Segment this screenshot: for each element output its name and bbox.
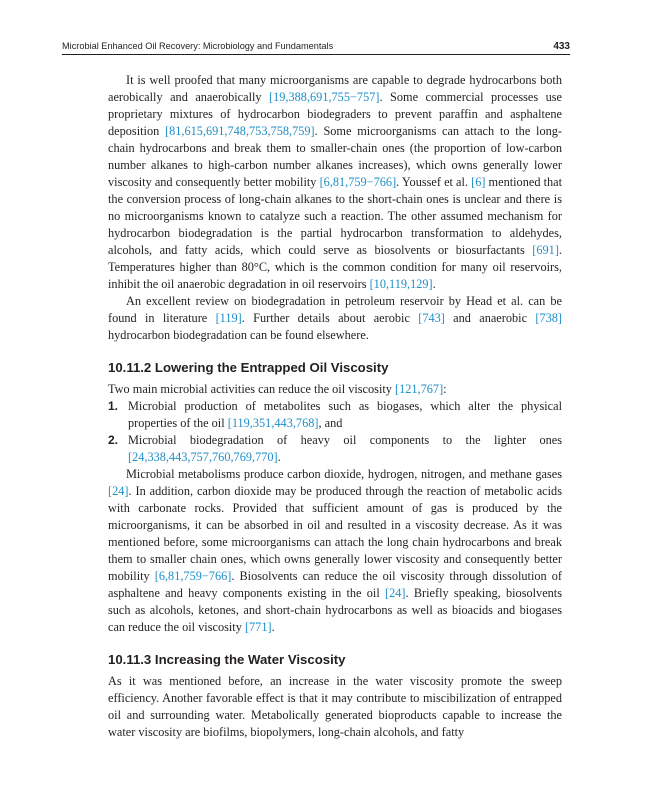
citation-link[interactable]: [738]	[535, 311, 562, 325]
list-item: 1. Microbial production of metabolites such as biogases, which alter the physical properties of the oil [119,351,443,768], and	[108, 399, 562, 430]
list-number: 1.	[108, 399, 119, 413]
citation-link[interactable]: [24]	[385, 586, 406, 600]
list-number: 2.	[108, 433, 119, 447]
paragraph-metabolisms: Microbial metabolisms produce carbon dioxide, hydrogen, nitrogen, and methane gases [24]. In addition, carbon dioxide may be produced through the reaction of metabolic acids with carbonate rocks. Provided that sufficient amount of gas is produced by the microorganisms, it can be absorbed in oil and resulted in a viscosity decrease. As it was mentioned before, some microorganisms can attach the long chain hydrocarbons and break them to smaller chain ones, which owns generally lower viscosity and consequently better mobility [6,81,759−766]. Biosolvents can reduce the oil viscosity through dissolution of asphaltene and heavy components existing in the oil [24]. Briefly speaking, biosolvents such as alcohols, ketones, and short-chain hydrocarbons as well as bioacids and biogases can reduce the oil viscosity [771].	[108, 467, 562, 634]
page-number: 433	[553, 41, 570, 52]
paragraph-water-viscosity: As it was mentioned before, an increase in the water viscosity promote the sweep efficiency. Another favorable effect is that it may contribute to miscibilization of entrapped oil and surrounding water. Metabolically generated bioproducts capable to increase the water viscosity are biofilms, biopolymers, long-chain alcohols, and fatty	[108, 674, 562, 739]
citation-link[interactable]: [743]	[418, 311, 445, 325]
citation-link[interactable]: [24]	[108, 484, 129, 498]
paragraph-review: An excellent review on biodegradation in petroleum reservoir by Head et al. can be found in literature [119]. Further details about aerobic [743] and anaerobic [738] hydrocarbon biodegradation can be found elsewhere.	[108, 294, 562, 342]
citation-link[interactable]: [19,388,691,755−757]	[269, 90, 380, 104]
running-header	[62, 40, 570, 53]
citation-link[interactable]: [691]	[532, 243, 559, 257]
citation-link[interactable]: [771]	[244, 620, 272, 634]
citation-link[interactable]: [6,81,759−766]	[154, 569, 232, 583]
citation-link[interactable]: [6]	[471, 175, 486, 189]
citation-link[interactable]: [119]	[215, 311, 242, 325]
citation-link[interactable]: [6,81,759−766]	[319, 175, 397, 189]
numbered-list	[108, 398, 562, 466]
page-body	[108, 72, 562, 741]
running-title: Microbial Enhanced Oil Recovery: Microbiology and Fundamentals	[62, 41, 334, 51]
paragraph-biodegradation: It is well proofed that many microorganisms are capable to degrade hydrocarbons both aerobically and anaerobically [19,388,691,755−757]. Some commercial processes use proprietary mixtures of hydrocarbon biodegraders to prevent paraffin and asphaltene deposition [81,615,691,748,753,758,759]. Some microorganisms can attach to the long-chain hydrocarbons and break them to smaller-chain ones (the proportion of low-carbon number alkanes to high-carbon number alkanes increases), which owns generally lower viscosity and consequently better mobility [6,81,759−766]. Youssef et al. [6] mentioned that the conversion process of long-chain alkanes to the short-chain ones is unclear and there is no microorganisms known to catalyze such a reaction. The other assumed mechanism for hydrocarbon biodegradation is the partial hydrocarbon transformation to aldehydes, alcohols, and fatty acids, which could serve as biosolvents or biosurfactants [691]. Temperatures higher than 80°C, which is the common condition for many oil reservoirs, inhibit the oil anaerobic degradation in oil reservoirs [10,119,129].	[108, 73, 563, 291]
citation-link[interactable]: [24,338,443,757,760,769,770]	[128, 450, 278, 464]
header-rule	[62, 54, 570, 55]
citation-link[interactable]: [10,119,129]	[369, 277, 433, 291]
citation-link[interactable]: [121,767]	[395, 382, 444, 396]
list-item: 2. Microbial biodegradation of heavy oil components to the lighter ones [24,338,443,757,760,769,770].	[108, 433, 562, 464]
citation-link[interactable]: [81,615,691,748,753,758,759]	[165, 124, 315, 138]
paragraph-two-activities: Two main microbial activities can reduce the oil viscosity [121,767]:	[108, 382, 447, 396]
citation-link[interactable]: [119,351,443,768]	[227, 416, 319, 430]
section-heading-water-viscosity: 10.11.3 Increasing the Water Viscosity	[108, 652, 346, 667]
section-heading-oil-viscosity: 10.11.2 Lowering the Entrapped Oil Viscosity	[108, 360, 389, 375]
